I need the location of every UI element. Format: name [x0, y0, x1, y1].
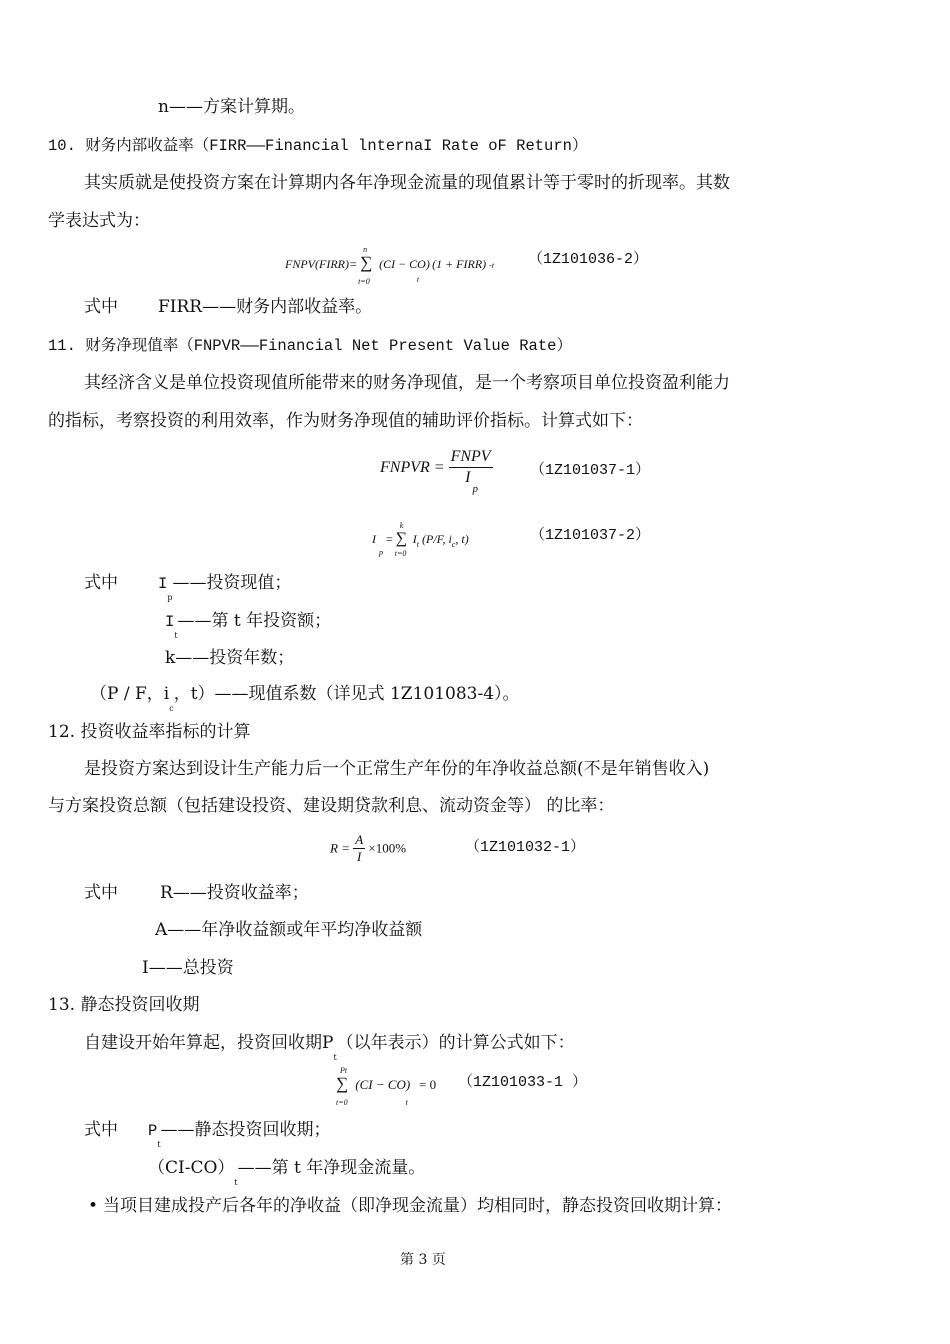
definition-i: I——总投资: [142, 958, 234, 978]
equation-ip: I $_p$ = ∑ k t=0 $I_t$ (P/F, $i_c$, t): [372, 521, 469, 558]
equation-number-1z101037-1: （1Z101037-1）: [530, 462, 651, 479]
eq1-lhs: FNPV(FIRR)=: [285, 257, 358, 271]
paragraph-10-line2: 学表达式为：: [48, 211, 150, 231]
heading-10: 10. 财务内部收益率（FIRR——Financial lnternaI Rate oF Return）: [48, 137, 588, 155]
equation-number-1z101032-1: （1Z101032-1）: [465, 839, 586, 856]
where-label-13: 式中: [84, 1120, 118, 1140]
definition-a: A——年净收益额或年平均净收益额: [155, 920, 423, 940]
eq2-denominator: $I_p$: [465, 469, 478, 495]
paragraph-12-line1: 是投资方案达到设计生产能力后一个正常生产年份的年净收益总额(不是年销售收入): [84, 759, 710, 779]
eq3-paren: (P/F, i: [422, 532, 452, 546]
sum-symbol-pt: ∑: [336, 1074, 349, 1093]
where-label-10: 式中: [84, 297, 118, 317]
eq2-numerator: FNPV: [449, 447, 493, 468]
eq1-factor-sup: -t: [489, 261, 495, 270]
eq4-fraction: [353, 832, 365, 865]
sum-symbol: ∑: [360, 253, 373, 272]
equation-payback: ∑ Pt t=0 (CI − CO) $_t$ = 0: [336, 1066, 437, 1107]
paragraph-11-line1: 其经济含义是单位投资现值所能带来的财务净现值，是一个考察项目单位投资盈利能力: [84, 373, 730, 393]
equation-roi: [330, 832, 406, 865]
eq4-numerator: A: [355, 832, 364, 847]
eq3-term: I: [412, 532, 417, 546]
eq1-factor: (1 + FIRR): [432, 257, 487, 271]
definition-ci-co: $(CI-CO)_t——$第 t 年净现金流量。: [148, 1158, 426, 1187]
definition-k: k——投资年数；: [165, 648, 295, 668]
paragraph-10-line1: 其实质就是使投资方案在计算期内各年净现金流量的现值累计等于零时的折现率。其数: [84, 173, 730, 193]
eq5-sum-lower: t=0: [336, 1098, 348, 1107]
where-label-11: 式中: [84, 573, 118, 593]
page-number: 第 3 页: [400, 1252, 446, 1268]
equation-number-1z101036-2: （1Z101036-2）: [528, 251, 649, 268]
equation-fnpvr: [380, 447, 493, 495]
paragraph-12-line2: 与方案投资总额（包括建设投资、建设期贷款利息、流动资金等） 的比率：: [48, 796, 615, 816]
eq2-lhs: FNPVR =: [380, 459, 445, 476]
eq3-lhs: I: [372, 532, 376, 546]
definition-pt: $P_t——$静态投资回收期；: [148, 1120, 331, 1149]
eq3-eq: =: [386, 532, 393, 546]
definition-pf: （P / F，$i_c$，t）——现值系数（详见式 1Z101083-4）。: [90, 684, 520, 713]
eq3-sum-lower: t=0: [394, 549, 407, 558]
heading-11: 11. 财务净现值率（FNPVR——Financial Net Present Value Rate）: [48, 337, 572, 355]
eq1-term: (CI − CO): [379, 257, 430, 271]
eq5-rhs: = 0: [418, 1077, 437, 1092]
definition-ip: $I_p——$投资现值；: [158, 573, 292, 602]
heading-12: 12. 投资收益率指标的计算: [48, 722, 251, 742]
equation-number-1z101033-1: （1Z101033-1 ）: [458, 1074, 588, 1091]
eq5-term: (CI − CO): [355, 1077, 411, 1092]
definition-firr: FIRR——财务内部收益率。: [158, 297, 373, 317]
paragraph-13-line1: 自建设开始年算起，投资回收期$P_t$（以年表示）的计算公式如下：: [84, 1033, 575, 1062]
bullet-icon: •: [88, 1196, 99, 1216]
definition-r: R——投资收益率；: [160, 883, 309, 903]
eq1-sum-lower: t=0: [358, 277, 370, 286]
eq1-term-sub: t: [416, 275, 420, 284]
eq1-sum-upper: n: [363, 245, 368, 254]
paragraph-11-line2: 的指标，考察投资的利用效率，作为财务净现值的辅助评价指标。计算式如下：: [48, 411, 643, 431]
eq2-fraction: [449, 447, 493, 495]
paragraph-13-line2: 当项目建成投产后各年的净收益（即净现金流量）均相同时，静态投资回收期计算：: [103, 1196, 732, 1216]
eq5-sum-upper: Pt: [340, 1066, 348, 1075]
eq3-sum-upper: k: [399, 521, 404, 530]
equation-number-1z101037-2: （1Z101037-2）: [530, 527, 651, 544]
eq4-lhs: R =: [330, 840, 350, 856]
definition-n: n——方案计算期。: [158, 97, 305, 117]
eq4-rhs: ×100%: [368, 840, 407, 856]
heading-13: 13. 静态投资回收期: [48, 995, 200, 1015]
equation-fnpv-firr: [285, 245, 495, 292]
where-label-12: 式中: [84, 883, 118, 903]
eq4-denominator: I: [357, 849, 362, 864]
definition-it: $I_t——$第 t 年投资额；: [165, 611, 332, 640]
sum-symbol-k: ∑: [395, 530, 408, 547]
eq3-lhs-sub: p: [379, 548, 383, 557]
